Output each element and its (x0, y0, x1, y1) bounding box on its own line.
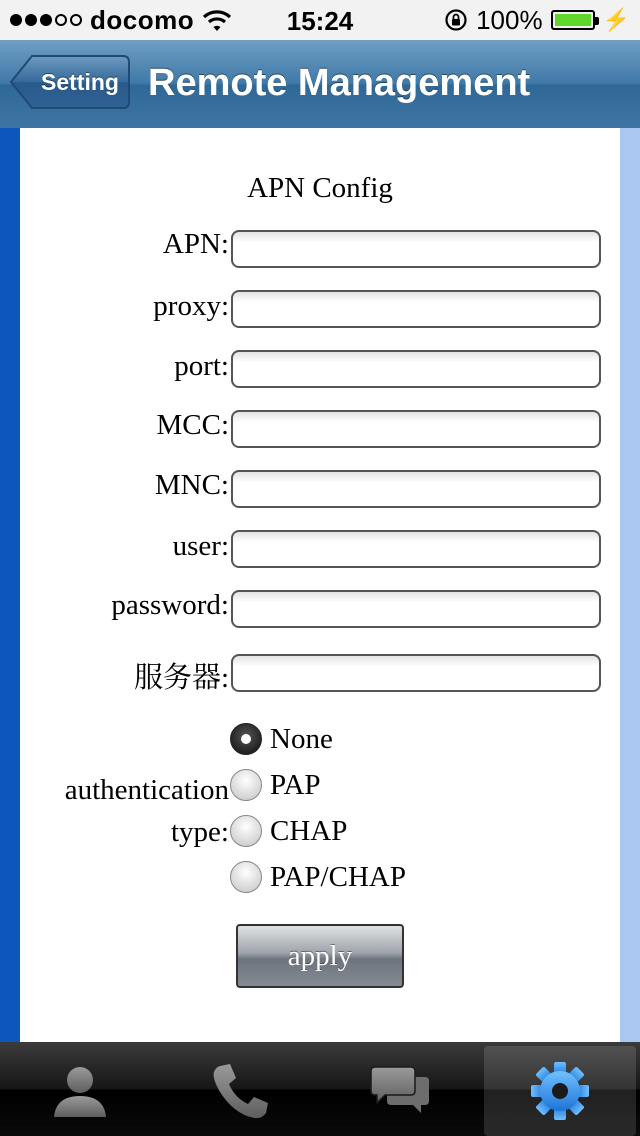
auth-option-pap[interactable] (230, 767, 321, 803)
tab-phone[interactable] (164, 1046, 316, 1136)
port-label: port: (174, 350, 229, 382)
gear-icon (529, 1060, 591, 1122)
password-input[interactable] (231, 590, 601, 628)
tab-settings[interactable] (484, 1046, 636, 1136)
server-label: 服务器: (133, 662, 229, 694)
password-label: password: (111, 589, 229, 621)
proxy-input[interactable] (231, 290, 601, 328)
apn-input[interactable] (231, 230, 601, 268)
right-accent-stripe (620, 128, 640, 1042)
authentication-type-label: type: (171, 816, 229, 848)
authentication-label: authentication (64, 774, 229, 806)
status-bar (0, 0, 640, 40)
phone-icon (210, 1062, 270, 1120)
radio-unselected-icon[interactable] (230, 815, 262, 847)
back-button[interactable] (10, 54, 130, 110)
server-input[interactable] (231, 654, 601, 692)
left-accent-stripe (0, 128, 20, 1042)
battery-icon (551, 10, 595, 30)
tab-bar (0, 1042, 640, 1136)
auth-option-chap[interactable] (230, 813, 347, 849)
mcc-input[interactable] (231, 410, 601, 448)
user-input[interactable] (231, 530, 601, 568)
status-right (444, 6, 630, 34)
auth-option-label: CHAP (270, 814, 348, 847)
contact-icon (50, 1063, 110, 1119)
form-title: APN Config (247, 172, 393, 204)
auth-option-label: PAP/CHAP (270, 860, 406, 893)
chat-icon (369, 1063, 431, 1119)
tab-messages[interactable] (324, 1046, 476, 1136)
user-label: user: (172, 530, 229, 562)
battery-percent: 100% (476, 4, 543, 35)
mcc-label: MCC: (156, 409, 229, 441)
auth-option-label: None (270, 722, 333, 755)
tab-contacts[interactable] (4, 1046, 156, 1136)
auth-option-label: PAP (270, 768, 321, 801)
status-time: 15:24 (286, 6, 354, 36)
charging-bolt-icon: ⚡ (602, 7, 630, 32)
back-button-label: Setting (41, 69, 119, 95)
mnc-input[interactable] (231, 470, 601, 508)
page-title: Remote Management (148, 62, 531, 104)
carrier-name: docomo (90, 4, 195, 35)
auth-option-pap-chap[interactable] (230, 859, 406, 895)
apply-button[interactable]: apply (236, 924, 404, 988)
apn-label: APN: (162, 228, 229, 260)
radio-unselected-icon[interactable] (230, 769, 262, 801)
navigation-bar (0, 40, 640, 130)
radio-unselected-icon[interactable] (230, 861, 262, 893)
radio-selected-icon[interactable] (230, 723, 262, 755)
auth-option-none[interactable] (230, 721, 333, 757)
proxy-label: proxy: (153, 290, 229, 322)
apn-config-content (0, 128, 640, 1042)
mnc-label: MNC: (154, 469, 229, 501)
rotation-lock-icon (444, 8, 468, 32)
port-input[interactable] (231, 350, 601, 388)
